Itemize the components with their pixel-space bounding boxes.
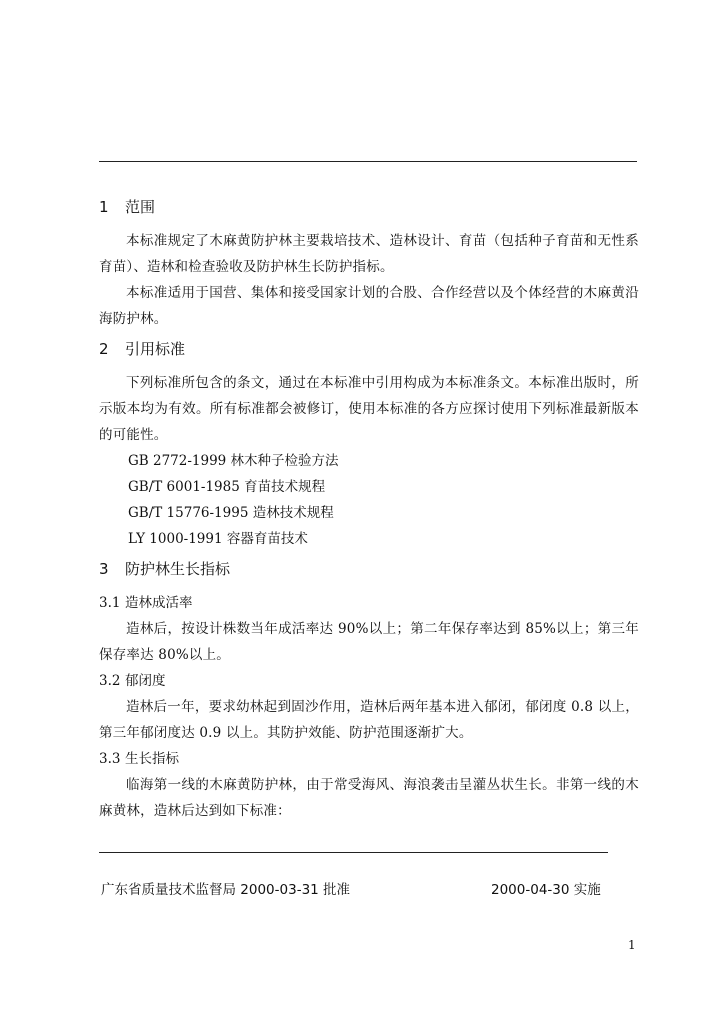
subsection-title: 生长指标 bbox=[125, 751, 179, 767]
document-body bbox=[99, 196, 639, 824]
subsection-number: 3.3 bbox=[99, 751, 121, 767]
subsection-heading bbox=[99, 746, 639, 772]
section-title: 范围 bbox=[125, 198, 156, 216]
subsection-heading bbox=[99, 590, 639, 616]
section-number: 1 bbox=[99, 198, 109, 216]
subsection-title: 造林成活率 bbox=[125, 595, 193, 611]
section-heading-references bbox=[99, 338, 639, 360]
paragraph: 本标准规定了木麻黄防护林主要栽培技术、造林设计、育苗（包括种子育苗和无性系育苗）、造林和检查验收及防护林生长防护指标。 bbox=[99, 233, 639, 275]
paragraph: 下列标准所包含的条文，通过在本标准中引用构成为本标准条文。本标准出版时，所示版本均为有效。所有标准都会被修订，使用本标准的各方应探讨使用下列标准最新版本的可能性。 bbox=[99, 375, 639, 443]
section-heading-growth-indicators bbox=[99, 558, 639, 580]
effective-date-line: 2000-04-30 实施 bbox=[491, 882, 601, 898]
section-heading-scope bbox=[99, 196, 639, 218]
subsection-heading bbox=[99, 668, 639, 694]
section-title: 引用标准 bbox=[125, 340, 186, 358]
reference-item: GB/T 15776-1995 造林技术规程 bbox=[128, 505, 334, 521]
page-number: 1 bbox=[628, 938, 636, 952]
paragraph: 造林后一年，要求幼林起到固沙作用，造林后两年基本进入郁闭，郁闭度 0.8 以上，第三年郁闭度达 0.9 以上。其防护效能、防护范围逐渐扩大。 bbox=[99, 699, 639, 741]
top-divider bbox=[99, 161, 637, 162]
paragraph: 临海第一线的木麻黄防护林，由于常受海风、海浪袭击呈灌丛状生长。非第一线的木麻黄林，造林后达到如下标准： bbox=[99, 777, 639, 819]
approval-line: 广东省质量技术监督局 2000-03-31 批准 bbox=[101, 882, 351, 898]
footer-divider bbox=[99, 852, 608, 853]
subsection-title: 郁闭度 bbox=[125, 673, 166, 689]
reference-item: GB 2772-1999 林木种子检验方法 bbox=[128, 453, 339, 469]
subsection-number: 3.2 bbox=[99, 673, 121, 689]
paragraph: 本标准适用于国营、集体和接受国家计划的合股、合作经营以及个体经营的木麻黄沿海防护林。 bbox=[99, 285, 639, 327]
subsection-number: 3.1 bbox=[99, 595, 121, 611]
section-number: 3 bbox=[99, 560, 109, 578]
reference-item: GB/T 6001-1985 育苗技术规程 bbox=[128, 479, 326, 495]
paragraph: 造林后，按设计株数当年成活率达 90%以上；第二年保存率达到 85%以上；第三年保存率达 80%以上。 bbox=[99, 621, 639, 663]
reference-item: LY 1000-1991 容器育苗技术 bbox=[128, 531, 308, 547]
section-number: 2 bbox=[99, 340, 109, 358]
section-title: 防护林生长指标 bbox=[125, 560, 231, 578]
